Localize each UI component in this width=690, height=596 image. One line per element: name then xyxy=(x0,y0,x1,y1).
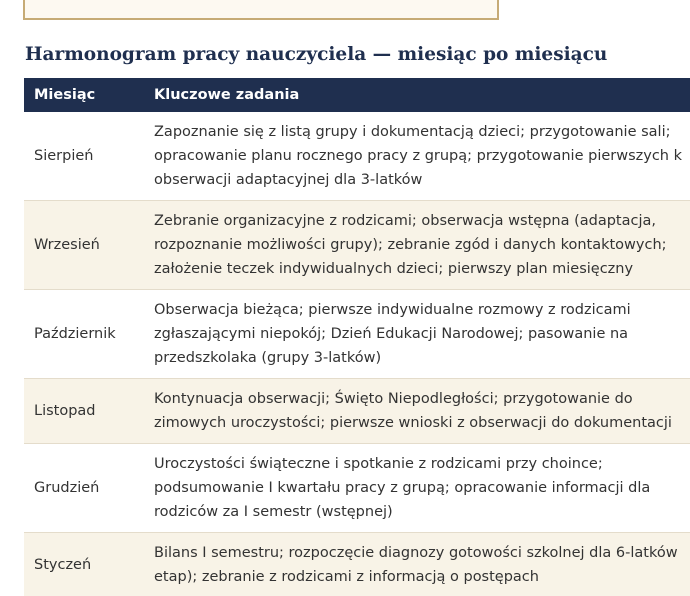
task-line: podsumowanie I kwartału pracy z grupą; opracowanie informacji dla xyxy=(154,480,651,496)
task-line: przedszkolaka (grupy 3-latków) xyxy=(154,350,382,366)
month-cell: Styczeń xyxy=(24,533,144,596)
month-cell: Grudzień xyxy=(24,444,144,533)
tasks-cell xyxy=(144,444,690,533)
task-line: Zebranie organizacyjne z rodzicami; obserwacja wstępna (adaptacja, xyxy=(154,213,656,229)
task-line: założenie teczek indywidualnych dzieci; pierwszy plan miesięczny xyxy=(154,261,634,277)
table-row xyxy=(24,533,690,596)
tasks-cell xyxy=(144,533,690,596)
tasks-cell xyxy=(144,290,690,379)
tasks-cell xyxy=(144,379,690,444)
task-line: zimowych uroczystości; pierwsze wnioski z obserwacji do dokumentacji xyxy=(154,415,672,431)
task-line: zgłaszającymi niepokój; Dzień Edukacji Narodowej; pasowanie na xyxy=(154,326,629,342)
month-cell: Wrzesień xyxy=(24,201,144,290)
column-header-month: Miesiąc xyxy=(24,78,144,112)
table-row xyxy=(24,290,690,379)
task-line: rodziców za I semestr (wstępnej) xyxy=(154,504,393,520)
month-cell: Październik xyxy=(24,290,144,379)
task-line: obserwacji adaptacyjnej dla 3-latków xyxy=(154,172,423,188)
task-line: Bilans I semestru; rozpoczęcie diagnozy gotowości szkolnej dla 6-latków xyxy=(154,545,678,561)
month-cell: Sierpień xyxy=(24,112,144,201)
table-row xyxy=(24,112,690,201)
table-body xyxy=(24,112,690,596)
schedule-table xyxy=(24,78,690,596)
table-row xyxy=(24,444,690,533)
month-cell: Listopad xyxy=(24,379,144,444)
table-header-row xyxy=(24,78,690,112)
column-header-tasks: Kluczowe zadania xyxy=(144,78,690,112)
schedule-table-wrapper xyxy=(24,78,690,596)
task-line: rozpoznanie możliwości grupy); zebranie zgód i danych kontaktowych; xyxy=(154,237,667,253)
table-row xyxy=(24,201,690,290)
task-line: opracowanie planu rocznego pracy z grupą; przygotowanie pierwszych k xyxy=(154,148,683,164)
task-line: Obserwacja bieżąca; pierwsze indywidualne rozmowy z rodzicami xyxy=(154,302,631,318)
callout-box xyxy=(23,0,499,20)
task-line: etap); zebranie z rodzicami z informacją o postępach xyxy=(154,569,539,585)
tasks-cell xyxy=(144,112,690,201)
table-row xyxy=(24,379,690,444)
tasks-cell xyxy=(144,201,690,290)
section-title: Harmonogram pracy nauczyciela — miesiąc po miesiącu xyxy=(25,44,608,65)
task-line: Kontynuacja obserwacji; Święto Niepodległości; przygotowanie do xyxy=(154,391,633,407)
task-line: Zapoznanie się z listą grupy i dokumentacją dzieci; przygotowanie sali; xyxy=(154,124,671,140)
task-line: Uroczystości świąteczne i spotkanie z rodzicami przy choince; xyxy=(154,456,603,472)
